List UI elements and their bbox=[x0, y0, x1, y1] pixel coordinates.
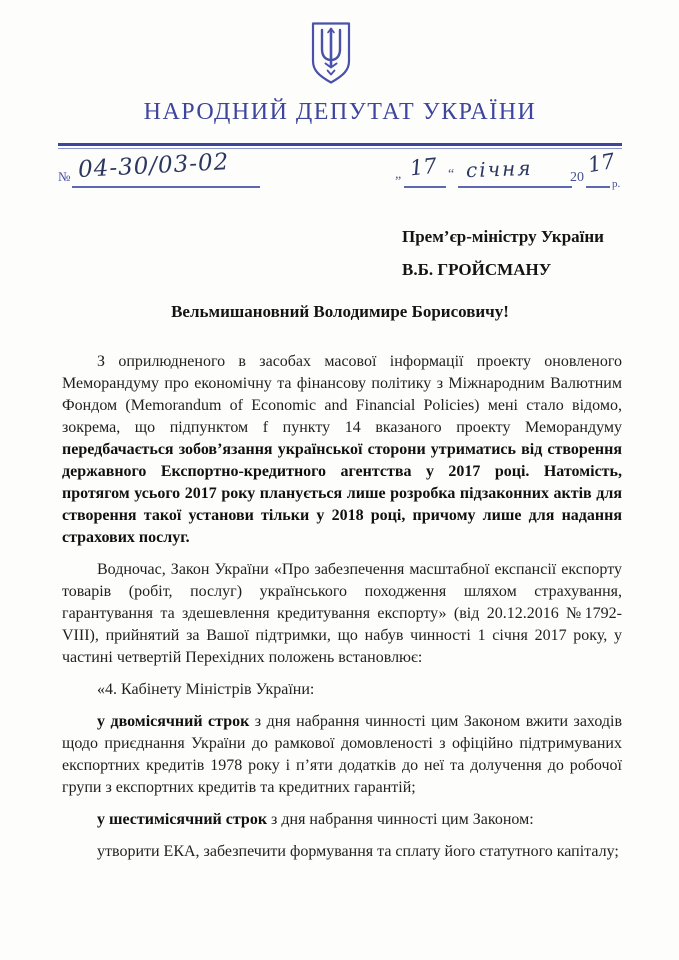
date-open-quote: „ bbox=[395, 167, 402, 182]
date-day-underline bbox=[404, 186, 446, 188]
handwritten-year: 17 bbox=[586, 148, 617, 178]
paragraph-six-month-term-rest: з дня набрання чинності цим Законом: bbox=[267, 811, 534, 828]
date-year-unit: р. bbox=[612, 178, 621, 190]
paragraph-create-eca: утворити ЕКА, забезпечити формування та сплату його статутного капіталу; bbox=[97, 843, 619, 860]
tryzub-shield-icon bbox=[308, 21, 354, 86]
paragraph-memorandum bbox=[62, 351, 622, 549]
addressee-block bbox=[402, 220, 604, 286]
addressee-name: В.Б. ГРОЙСМАНУ bbox=[402, 260, 552, 279]
paragraph-six-month-term bbox=[62, 809, 622, 831]
paragraph-two-month-term bbox=[62, 711, 622, 799]
date-month-underline bbox=[458, 186, 572, 188]
handwritten-number: 04-30/03-02 bbox=[77, 149, 230, 183]
handwritten-day: 17 bbox=[408, 153, 438, 181]
addressee-title: Прем’єр-міністру України bbox=[402, 227, 604, 246]
number-underline bbox=[72, 186, 260, 188]
date-close-quote: “ bbox=[448, 167, 455, 182]
paragraph-memorandum-normal: З оприлюдненого в засобах масової інформації проекту оновленого Меморандуму про економічну та фінансову політику з Міжнародним Валютним Фондом (Memorandum of Economic and Financial Policies) мені стало відомо, зокрема, що підпунктом f пункту 14 вказаного проекту Меморандуму bbox=[62, 353, 622, 436]
date-year-prefix: 20 bbox=[570, 170, 584, 185]
paragraph-quote-intro: «4. Кабінету Міністрів України: bbox=[97, 681, 315, 698]
paragraph-six-month-term-bold: у шестимісячний строк bbox=[97, 811, 268, 828]
letterhead-title: НАРОДНИЙ ДЕПУТАТ УКРАЇНИ bbox=[143, 99, 537, 125]
letter-body bbox=[62, 351, 622, 873]
salutation: Вельмишановний Володимире Борисовичу! bbox=[171, 302, 509, 321]
date-year-underline bbox=[586, 186, 610, 188]
handwritten-month: січня bbox=[465, 155, 533, 183]
number-label: № bbox=[58, 169, 71, 184]
paragraph-two-month-term-rest: з дня набрання чинності цим Законом вжити заходів щодо приєднання України до рамкової домовленості з офіційно підтримуваних експортних кредитів 1978 року і п’яти додатків до неї та долучення до робочої групи з експортних кредитів та кредитних гарантій; bbox=[62, 713, 623, 796]
letterhead-rule bbox=[58, 143, 622, 149]
paragraph-law: Водночас, Закон України «Про забезпечення масштабної експансії експорту товарів (робіт, послуг) українського походження шляхом страхування, гарантування та здешевлення кредитування експорту» (від 20.12.2016 №1792-VIII), прийнятий за Вашої підтримки, що набув чинності 1 січня 2017 року, у частині четвертій Перехідних положень встановлює: bbox=[62, 561, 622, 666]
paragraph-memorandum-bold: передбачається зобов’язання української сторони утриматись від створення державного Експортно-кредитного агентства у 2017 році. Натомість, протягом усього 2017 року планується лише розробка підзаконних актів для створення такої установи тільки у 2018 році, причому лише для надання страхових послуг. bbox=[62, 441, 622, 546]
paragraph-two-month-term-bold: у двомісячний строк bbox=[97, 713, 250, 730]
